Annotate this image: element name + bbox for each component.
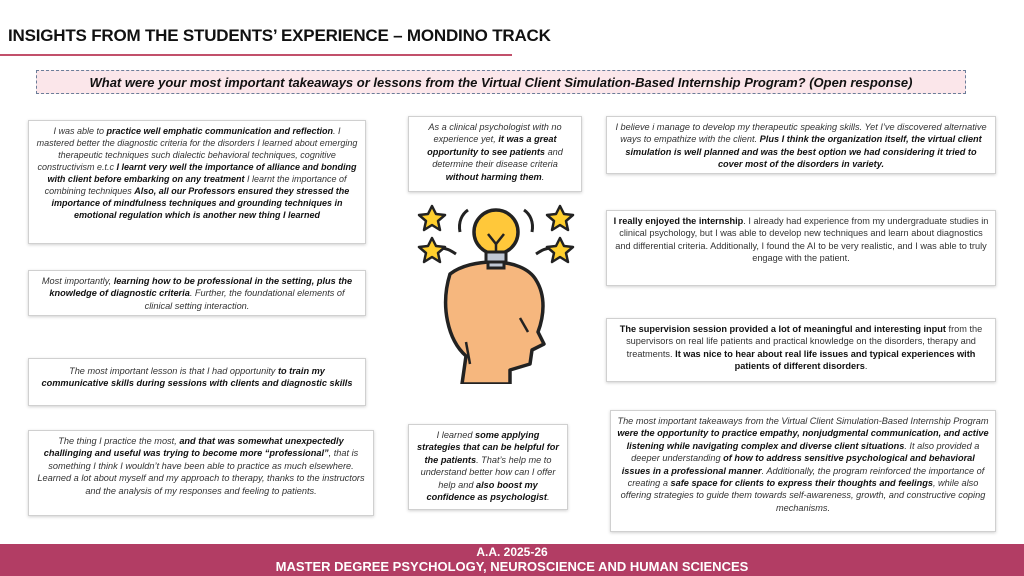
academic-year: A.A. 2025-26	[476, 545, 548, 559]
response-highlight: it was a great opportunity to see patients	[427, 134, 557, 157]
response-text: .	[864, 361, 868, 372]
response-text: . Further, the foundational elements of clinical setting interaction.	[144, 288, 345, 311]
response-card-1	[28, 120, 366, 244]
response-text: . It also provided a deeper understanding	[631, 440, 980, 464]
response-text: I was able to	[53, 126, 107, 136]
response-card-2	[28, 270, 366, 316]
response-text: Most importantly,	[41, 276, 114, 286]
response-highlight: without harming them	[445, 171, 542, 182]
response-text: . That’s help me to understand better how can I offer help and	[420, 454, 556, 490]
response-text: from the supervisors on real life patients and practical knowledge on the disorders, therapy and treatments.	[626, 324, 983, 359]
response-text: As a clinical psychologist with no experience yet,	[428, 122, 562, 145]
response-text: I learnt the importance of combining techniques	[44, 174, 347, 196]
response-highlight: I learnt very well the importance of alliance and bonding with client before embarking on any treatment	[47, 162, 357, 184]
response-card-7	[606, 116, 996, 174]
response-text: The thing I practice the most,	[58, 436, 180, 446]
response-highlight: learning how to be professional in the setting, plus the knowledge of diagnostic criteria	[49, 276, 353, 299]
response-highlight: of how to address sensitive psychological and behavioral issues in a professional manner	[621, 453, 975, 476]
response-text: The most important takeaways from the Virtual Client Simulation-Based Internship Program	[617, 416, 989, 426]
response-highlight: The supervision session provided a lot of meaningful and interesting input	[619, 324, 946, 334]
response-highlight: and that was somewhat unexpectedly challinging and useful was trying to become more “professional”	[43, 436, 344, 459]
response-text: .	[541, 171, 545, 182]
page-title: INSIGHTS FROM THE STUDENTS’ EXPERIENCE – MONDINO TRACK	[8, 26, 551, 45]
response-card-10	[610, 410, 996, 532]
program-name: MASTER DEGREE PSYCHOLOGY, NEUROSCIENCE AND HUMAN SCIENCES	[275, 559, 749, 574]
response-highlight: I really enjoyed the internship	[613, 216, 744, 226]
head-lightbulb-stars-icon	[410, 192, 586, 389]
response-text: , that is something I think I wouldn’t have been able to practice as much elsewhere. Learned a lot about myself and my approach to therapy, thanks to the instructors and the analysis of my responses and feeling to patients.	[37, 448, 365, 496]
response-highlight: Plus I think the organization itself, the virtual client simulation is well planned and was the best option we had considering it tried to cover most of the disorders in variety.	[625, 134, 982, 170]
response-highlight: were the opportunity to practice empathy, nonjudgmental communication, and active listening while navigating complex and diverse client situations	[617, 428, 989, 451]
response-card-4	[28, 430, 374, 516]
response-card-3	[28, 358, 366, 406]
response-text: . Additionally, the program reinforced the importance of creating a	[627, 465, 985, 489]
response-text: , while also offering strategies to guide them towards self-awareness, growth, and constructive coping mechanisms.	[620, 478, 986, 513]
response-highlight: It was nice to hear about real life issues and typical experiences with patients of different disorders	[675, 348, 976, 372]
response-highlight: practice well emphatic communication and reflection	[106, 126, 334, 136]
response-text: .	[546, 492, 550, 503]
response-text: . I mastered better the diagnostic criteria for the disorders I learned about emerging therapeutic techniques such dialectic behavioral techniques, cognitive constructivism e.t.c	[36, 126, 358, 172]
response-card-9	[606, 318, 996, 382]
footer-bar	[0, 544, 1024, 576]
title-underline	[0, 54, 512, 56]
question-banner: What were your most important takeaways or lessons from the Virtual Client Simulation-Based Internship Program? (Open response)	[36, 70, 966, 94]
response-text: and determine their disease criteria	[432, 146, 563, 170]
response-text: . I already had experience from my undergraduate studies in clinical psychology, but I was able to develop new techniques and learn about diagnostics and differential criteria. Additionally, I found the AI to be very realistic, and I was able to truly engage with the patient.	[615, 216, 989, 264]
response-highlight: safe space for clients to express their thoughts and feelings	[670, 478, 933, 489]
response-card-8	[606, 210, 996, 286]
response-card-5	[408, 116, 582, 192]
response-card-6	[408, 424, 568, 510]
response-highlight: Also, all our Professors ensured they stressed the importance of mindfulness techniques and grounding techniques in emotional regulation which is another new thing I learned	[51, 186, 350, 220]
response-highlight: to train my communicative skills during sessions with clients and diagnostic skills	[41, 366, 353, 389]
response-highlight: also boost my confidence as psychologist	[426, 479, 547, 503]
response-text: I believe i manage to develop my therapeutic speaking skills. Yet I’ve discovered alternative ways to empathize with the client.	[615, 122, 987, 145]
response-highlight: some applying strategies that can be helpful for the patients	[417, 430, 559, 465]
response-text: I learned	[436, 430, 475, 440]
response-text: The most important lesson is that I had opportunity	[69, 366, 278, 376]
